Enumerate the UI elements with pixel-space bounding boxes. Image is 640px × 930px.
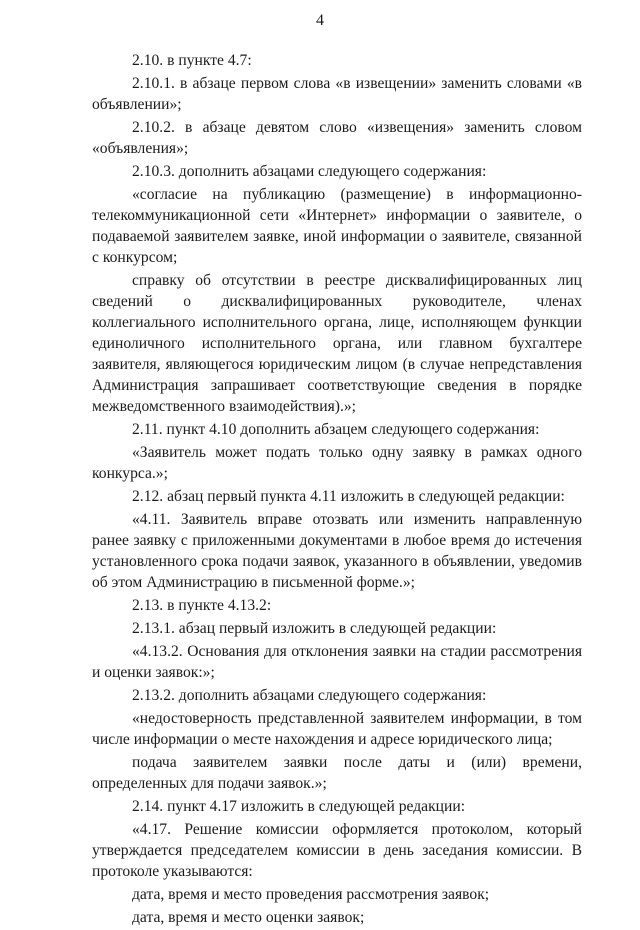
paragraph: «4.17. Решение комиссии оформляется протоколом, который утверждается председателем комиссии в день заседания комиссии. В протоколе указываются: bbox=[92, 821, 582, 880]
paragraph: 2.12. абзац первый пункта 4.11 изложить в следующей редакции: bbox=[132, 488, 565, 505]
paragraph: «недостоверность представленной заявителем информации, в том числе информации о месте нахождения и адресе юридического лица; bbox=[92, 710, 582, 748]
paragraph: «согласие на публикацию (размещение) в информационно-телекоммуникационной сети «Интернет» информации о заявителе, о подаваемой заявителем заявке, иной информации о заявителе, связанной с конкурсом; bbox=[92, 186, 582, 266]
paragraph: «Заявитель может подать только одну заявку в рамках одного конкурса.»; bbox=[92, 444, 582, 482]
document-body bbox=[92, 50, 582, 930]
paragraph: 2.14. пункт 4.17 изложить в следующей редакции: bbox=[132, 798, 466, 815]
paragraph: дата, время и место оценки заявок; bbox=[132, 909, 365, 926]
paragraph: «4.13.2. Основания для отклонения заявки на стадии рассмотрения и оценки заявок:»; bbox=[92, 643, 582, 681]
paragraph: дата, время и место проведения рассмотрения заявок; bbox=[132, 886, 490, 903]
paragraph: 2.10. в пункте 4.7: bbox=[132, 52, 252, 69]
page-number: 4 bbox=[316, 12, 324, 29]
paragraph: 2.13.1. абзац первый изложить в следующей редакции: bbox=[132, 620, 497, 637]
paragraph: 2.13. в пункте 4.13.2: bbox=[132, 597, 272, 614]
paragraph: 2.10.3. дополнить абзацами следующего содержания: bbox=[132, 163, 487, 180]
paragraph: справку об отсутствии в реестре дисквалифицированных лиц сведений о дисквалифицированных руководителе, членах коллегиального исполнительного органа, лице, исполняющем функции единоличного исполнительного органа, или главном бухгалтере заявителя, являющегося юридическим лицом (в случае непредставления Администрация запрашивает соответствующие сведения в порядке межведомственного взаимодействия).»; bbox=[92, 272, 582, 415]
paragraph: 2.10.1. в абзаце первом слова «в извещении» заменить словами «в объявлении»; bbox=[92, 75, 582, 113]
paragraph: 2.13.2. дополнить абзацами следующего содержания: bbox=[132, 687, 487, 704]
paragraph: «4.11. Заявитель вправе отозвать или изменить направленную ранее заявку с приложенными документами в любое время до истечения установленного срока подачи заявок, указанного в объявлении, уведомив об этом Администрацию в письменной форме.»; bbox=[92, 511, 582, 591]
paragraph: 2.10.2. в абзаце девятом слово «извещения» заменить словом «объявления»; bbox=[92, 119, 582, 157]
paragraph: 2.11. пункт 4.10 дополнить абзацем следующего содержания: bbox=[132, 421, 540, 438]
paragraph: подача заявителем заявки после даты и (или) времени, определенных для подачи заявок.»; bbox=[92, 754, 582, 792]
